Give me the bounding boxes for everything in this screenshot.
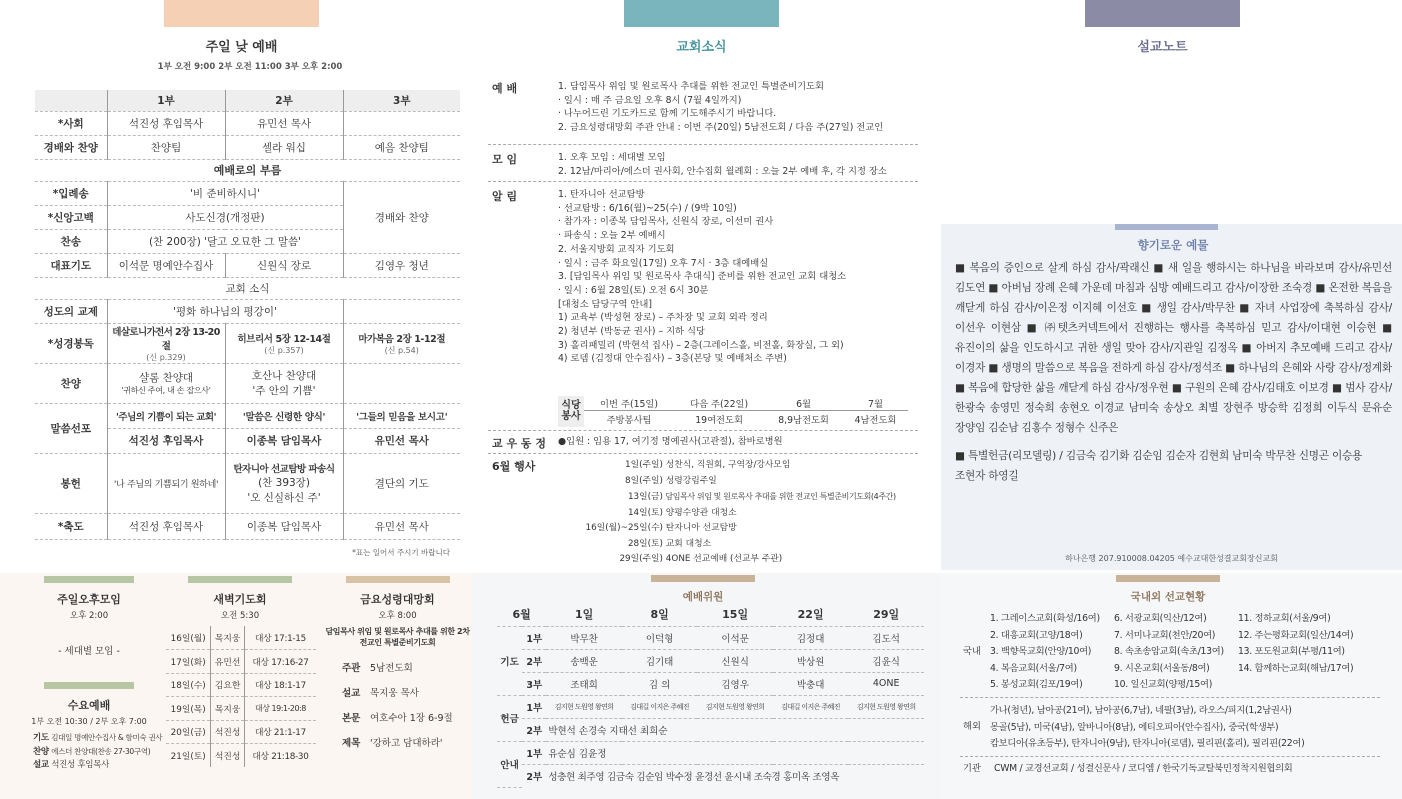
june-event (560, 552, 920, 568)
offering-people: 박현석 손경숙 지태선 최희순 (546, 718, 924, 741)
hymn-text: (찬 200장) '달고 오묘한 그 말씀' (107, 229, 343, 253)
offering-people: 김지현 도원영 왕연희 (546, 695, 622, 718)
dawn-leader: 목지웅 (211, 697, 244, 721)
reading-1-page: (신 p.329) (146, 352, 186, 362)
june-event (560, 521, 920, 537)
prayer-row (497, 672, 924, 695)
news-notice-body (558, 188, 846, 366)
row-reading (35, 323, 460, 363)
anthem-1 (107, 363, 225, 403)
june-event (560, 474, 920, 490)
anthem-3 (343, 363, 460, 403)
domestic-item: 8. 속초송암교회(속초/13여) (1114, 646, 1224, 657)
b3-bar (346, 576, 450, 583)
event-date: 14일(토) (627, 507, 663, 518)
wednesday-roles (33, 731, 168, 772)
date-head: 15일 (697, 603, 773, 626)
domestic-col-a (990, 611, 1100, 694)
friday-role: 설교 (342, 688, 361, 699)
dawn-date: 18일(수) (166, 673, 211, 697)
header-1st: 1부 (107, 90, 225, 111)
news-line: · 일시 : 6월 28일(토) 오전 6시 30분 (558, 284, 709, 296)
meal-val-3: 8,9남전도회 (778, 414, 829, 426)
dawn-row (166, 650, 316, 674)
domestic-item: 14. 함께하는교회(해남/17여) (1238, 662, 1354, 674)
friday-value: 5남전도회 (370, 663, 413, 674)
banner-news (624, 0, 779, 27)
news-line: · 나누어드린 기도카드로 함께 기도해주시기 바랍니다. (558, 108, 777, 120)
offering-1: '나 주님의 기쁨되기 원하네' (107, 453, 225, 513)
offering-2 (225, 453, 343, 513)
event-date: 8일(주일) (625, 475, 663, 486)
afternoon-title: 주일오후모임 (57, 593, 121, 606)
dawn-row (166, 626, 316, 650)
friday-sub: 담임목사 위임 및 원로목사 추대를 위한 2차 전교인 특별준비기도회 (325, 627, 470, 647)
friday-time: 오후 8:00 (378, 611, 417, 621)
meal-val-4: 4남전도회 (854, 414, 897, 426)
presider-1: 석진성 후임목사 (107, 111, 225, 135)
dawn-row (166, 697, 316, 721)
service-label: 1부 (522, 695, 546, 718)
b5-bar (1116, 575, 1220, 582)
dawn-passage: 대상 21:18-30 (244, 744, 316, 768)
offering-group-label: 헌금 (497, 695, 522, 741)
divider (488, 430, 918, 431)
dawn-leader: 석진성 (211, 744, 244, 768)
usher-people: 유순심 김윤정 (546, 741, 924, 764)
sending-ceremony: 탄자니아 선교탐방 파송식 (233, 464, 335, 475)
event-date: 1일(주일) (625, 460, 663, 470)
preacher-2: 이종복 담임목사 (225, 428, 343, 453)
bank-account: 하나은행 207.910008.04205 예수교대한성결교회장신교회 (1065, 554, 1278, 563)
reading-1 (107, 323, 225, 363)
reading-2 (225, 323, 343, 363)
reading-label: *성경봉독 (35, 323, 107, 363)
preacher-1: 석진성 후임목사 (107, 428, 225, 453)
june-events (560, 458, 920, 568)
hymn-label: 찬송 (35, 229, 107, 253)
committee-table (497, 603, 924, 788)
month-head: 6월 (497, 603, 546, 626)
friday-row (342, 681, 470, 706)
row-news (35, 277, 460, 299)
prayer-person: 박상원 (773, 649, 849, 672)
row-prayer (35, 253, 460, 277)
june-event (560, 458, 920, 474)
prayer-person: 이덕형 (622, 626, 698, 649)
friday-role: 제목 (342, 738, 361, 749)
praise-label: 경배와 찬양 (35, 135, 107, 159)
news-line: 1. 탄자니아 선교탐방 (558, 189, 645, 200)
news-line: 2. 서울지방회 교직자 기도회 (558, 243, 675, 255)
offering-2-song: '오 신실하신 주' (247, 492, 321, 504)
dawn-row (166, 673, 316, 697)
news-line: [대청소 담당구역 안내] (558, 298, 652, 310)
committee-header (497, 603, 924, 626)
flower-text: ■ 복음의 증인으로 살게 하심 감사/곽래신 ■ 새 일을 행하시는 하나님을 바라보며 감사/유민선 김도연 ■ 아버님 장례 은혜 가운데 마침과 심방 예배드리고 감사/이장한 조숙경 ■ 온전한 복음을 깨닫게 하심 감사/이은정 이지혜 이선호 ■ 생일 감사/박무찬 ■ 자녀 사업장에 축복하심 감사/이선우 이현삼 ■ ㈜텟츠커넥트에서 진행하는 행사를 축복하심 믿고 감사/이대현 이승현 ■ 유진이의 삶을 인도하시고 귀한 생일 맞아 감사/지관일 김정옥 ■ 아버지 추모예배 드리고 감사/이경자 ■ 생명의 말씀으로 복음을 전하게 하심 감사/정석조 ■ 하나님의 은혜와 사랑 감사/정계화 ■ 복음에 합당한 삶을 깨닫게 하심 감사/정우현 ■ 구원의 은혜 감사/김태호 이보경 ■ 범사 감사/한광숙 송영민 정숙희 송현오 이경교 남미숙 송상오 최별 장현주 방승학 김정희 이두식 문유순 장양임 김순남 김홍수 정형수 신주은 (955, 262, 1392, 434)
flower-title: 향기로운 예물 (1137, 238, 1209, 252)
domestic-item: 5. 봉성교회(김포/19여) (990, 679, 1083, 690)
benediction-3: 유민선 목사 (343, 513, 460, 539)
offering-row (497, 718, 924, 741)
date-head: 22일 (773, 603, 849, 626)
row-invocation (35, 181, 460, 205)
domestic-col-b (1114, 611, 1224, 694)
offering-people: 김대길 이지은 주혜진 (622, 695, 698, 718)
prayer-person: 김정대 (773, 626, 849, 649)
abroad-list (990, 703, 1304, 753)
praise-2: 셀라 워십 (225, 135, 343, 159)
divider (488, 144, 918, 145)
fellowship-empty (343, 299, 460, 323)
wed-role: 설교 (33, 760, 49, 770)
visit-head: 교 우 동 정 (492, 437, 546, 450)
domestic-item: 2. 대흥교회(고양/18여) (990, 629, 1083, 641)
wednesday-time: 1부 오전 10:30 / 2부 오후 7:00 (31, 717, 147, 726)
dawn-time: 오전 5:30 (220, 611, 260, 621)
row-call (35, 159, 460, 181)
divider (960, 697, 1380, 698)
church-news-label: 교회 소식 (35, 277, 460, 299)
friday-row (342, 706, 470, 731)
domestic-item: 9. 시온교회(서울동/8여) (1114, 662, 1210, 674)
event-date: 29일(주일) (619, 554, 663, 564)
service-label: 3부 (522, 672, 546, 695)
abroad-label: 해외 (963, 721, 981, 732)
praise-merged: 경배와 찬양 (343, 181, 460, 253)
dawn-passage: 대상 21:1-17 (244, 720, 316, 744)
dawn-leader: 석진성 (211, 720, 244, 744)
meal-head-3: 6월 (764, 396, 843, 411)
prayer-person: 4ONE (848, 672, 924, 695)
call-to-worship: 예배로의 부름 (35, 159, 460, 181)
abroad-line: 몽골(5남), 미국(4남), 알바니아(8남), 에티오피아(안수집사), 중국(학생부) (990, 721, 1279, 733)
dawn-leader: 유민선 (211, 650, 244, 674)
dawn-row (166, 720, 316, 744)
news-line: 2. 금요성령대망회 주관 안내 : 이번 주(20일) 5남전도회 / 다음 주(27일) 전교인 (558, 122, 884, 134)
reading-3-text: 마가복음 2장 1-12절 (358, 333, 446, 345)
creed-text: 사도신경(개정판) (107, 205, 343, 229)
event-text: 탄자니아 선교탐방 (665, 523, 737, 533)
invocation-label: *입례송 (35, 181, 107, 205)
prayer-person: 김영우 (697, 672, 773, 695)
sermon-title-2: '말씀은 신령한 양식' (225, 403, 343, 428)
benediction-1: 석진성 후임목사 (107, 513, 225, 539)
meal-head-2: 다음 주(22일) (674, 396, 764, 411)
dawn-passage: 대상 17:16-27 (244, 650, 316, 674)
friday-value: 목지웅 목사 (370, 688, 419, 699)
news-line: 2. 12남/마리아/에스더 권사회, 안수집회 월례회 : 오늘 2부 예배 후, 각 지정 장소 (558, 165, 887, 177)
header-empty (35, 90, 107, 111)
presider-label: *사회 (35, 111, 107, 135)
prayer-2: 신원식 장로 (225, 253, 343, 277)
missions-title: 국내외 선교현황 (1130, 591, 1206, 603)
june-event (560, 537, 920, 553)
wed-row (33, 745, 168, 759)
prayer-person: 김기태 (622, 649, 698, 672)
dawn-date: 16일(월) (166, 626, 211, 650)
header-2nd: 2부 (225, 90, 343, 111)
service-label: 2부 (522, 649, 546, 672)
divider (488, 181, 918, 182)
meal-val-1: 주방봉사팀 (606, 414, 652, 426)
reading-2-text: 히브리서 5장 12-14절 (237, 333, 331, 345)
sermon-title-3: '그들의 믿음을 보시고' (343, 403, 460, 428)
usher-people: 성충현 최주영 김금숙 김순임 박수정 윤경선 윤시내 조숙경 홍미옥 조영옥 (548, 771, 840, 783)
dawn-date: 19일(목) (166, 697, 211, 721)
reading-1-text: 데살로니가전서 2장 13-20절 (112, 326, 220, 352)
prayer-person: 박충대 (773, 672, 849, 695)
row-offering (35, 453, 460, 513)
event-text: 성찬식, 직원회, 구역장/강사모임 (665, 460, 791, 470)
b1-bar (44, 576, 134, 583)
wed-person: 석진성 후임목사 (51, 760, 110, 770)
worship-times: 1부 오전 9:00 2부 오전 11:00 3부 오후 2:00 (157, 62, 343, 72)
offering-people: 김지현 도원영 왕연희 (697, 695, 773, 718)
dawn-leader: 목지웅 (211, 626, 244, 650)
news-line: 1. 담임목사 위임 및 원로목사 추대를 위한 전교인 특별준비기도회 (558, 81, 825, 92)
invocation-text: '비 준비하시니' (107, 181, 343, 205)
wed-role: 기도 (33, 733, 49, 743)
domestic-item: 12. 주는평화교회(일산/14여) (1238, 629, 1354, 641)
anthem-1-song: '귀하신 주여, 내 손 잡으사' (121, 386, 211, 395)
dawn-passage: 대상 17:1-15 (244, 626, 316, 650)
domestic-item: 1. 그레이스교회(화성/16여) (990, 613, 1100, 624)
flower-bar (1115, 224, 1218, 230)
prayer-label: 대표기도 (35, 253, 107, 277)
prayer-person: 조태희 (546, 672, 622, 695)
afternoon-desc: - 세대별 모임 - (58, 646, 120, 657)
preacher-3: 유민선 목사 (343, 428, 460, 453)
service-label: 2부 (526, 771, 543, 783)
friday-roles (342, 656, 470, 756)
divider (960, 756, 1380, 757)
domestic-item: 11. 정하교회(서울/9여) (1238, 613, 1331, 624)
anthem-2 (225, 363, 343, 403)
anthem-2-song: '주 안의 기쁨' (252, 385, 316, 397)
prayer-1: 이석문 명예안수집사 (107, 253, 225, 277)
dawn-title: 새벽기도회 (213, 593, 267, 606)
june-event (560, 489, 920, 506)
news-line: 2) 청년부 (박동균 권사) – 지하 식당 (558, 326, 705, 338)
news-line: · 일시 : 매 주 금요일 오후 8시 (7월 4일까지) (558, 94, 742, 106)
reading-2-page: (신 p.357) (264, 345, 304, 355)
presider-2: 유민선 목사 (225, 111, 343, 135)
fellowship-label: 성도의 교제 (35, 299, 107, 323)
creed-label: *신앙고백 (35, 205, 107, 229)
committee-title: 예배위원 (682, 591, 724, 603)
b4-bar (651, 575, 755, 582)
reading-3 (343, 323, 460, 363)
prayer-person: 신원식 (697, 649, 773, 672)
anthem-label: 찬양 (35, 363, 107, 403)
usher-row (497, 764, 924, 787)
offering-2-hymn: (찬 393장) (258, 477, 310, 489)
friday-role: 본문 (342, 713, 361, 724)
worship-order-table (35, 90, 460, 540)
news-worship-body (558, 80, 883, 135)
wed-row (33, 731, 168, 745)
event-text: 담임목사 위임 및 원로목사 추대를 위한 전교인 특별준비기도회(4주간) (665, 492, 896, 501)
org-list: CWM / 교경선교회 / 성결신문사 / 코디엠 / 한국기독교탈북민정착지원협의회 (994, 763, 1293, 774)
news-line: · 선교탐방 : 6/16(월)~25(수) / (9박 10일) (558, 202, 737, 214)
news-line: · 일시 : 금주 화요일(17일) 오후 7시 · 3층 대예배실 (558, 257, 769, 269)
june-events-head: 6월 행사 (492, 460, 536, 473)
header-3rd: 3부 (343, 90, 460, 111)
date-head: 8일 (622, 603, 698, 626)
event-date: 16일(월)~25일(수) (585, 523, 663, 533)
row-anthem (35, 363, 460, 403)
benediction-label: *축도 (35, 513, 107, 539)
dawn-date: 17일(화) (166, 650, 211, 674)
worship-title: 주일 낮 예배 (205, 40, 278, 55)
offering-3: 결단의 기도 (343, 453, 460, 513)
service-label: 1부 (522, 626, 546, 649)
news-meeting-body (558, 151, 887, 178)
event-text: 교회 대청소 (665, 538, 712, 549)
offering-people: 김대길 이지은 주혜진 (773, 695, 849, 718)
june-event (560, 506, 920, 522)
b2-bar (188, 576, 292, 583)
news-line: 1) 교육부 (박성현 장로) – 주차장 및 교회 외곽 정리 (558, 312, 768, 324)
domestic-item: 13. 포도원교회(부평/11여) (1238, 646, 1345, 657)
domestic-item: 4. 복음교회(서울/7여) (990, 662, 1077, 674)
dawn-date: 21일(토) (170, 752, 206, 762)
reading-3-page: (신 p.54) (384, 345, 419, 355)
usher-row (497, 741, 924, 764)
news-line: 4) 로뎀 (김정대 안수집사) – 3층(본당 및 예배처소 주변) (558, 353, 787, 365)
special-offering: ■ 특별헌금(리모델링) / 김금숙 김기화 김순임 김순자 김현희 남미숙 박무찬 신명곤 이승용 조현자 하영길 (955, 450, 1363, 482)
event-text: 양평수양관 대청소 (665, 507, 737, 518)
visit-body: ●입원 : 임용 17, 여기정 명예권사(고관절), 참바로병원 (558, 436, 783, 447)
prayer-person: 박무찬 (546, 626, 622, 649)
prayer-3: 김영우 청년 (343, 253, 460, 277)
news-line: 3) 홀리패밀리 (박현석 집사) – 2층(그레이스홀, 비전홀, 화장실, 그 외) (558, 339, 844, 351)
banner-worship (164, 0, 319, 27)
friday-value: 여호수아 1장 6-9절 (370, 713, 453, 724)
news-line: 3. [담임목사 위임 및 원로목사 추대식] 준비를 위한 전교인 교회 대청소 (558, 271, 847, 283)
dawn-passage: 대상 19:1-20:8 (244, 697, 316, 721)
domestic-item: 6. 서광교회(익산/12여) (1114, 613, 1207, 624)
date-head: 29일 (848, 603, 924, 626)
domestic-col-c (1238, 611, 1353, 677)
service-label: 2부 (522, 718, 546, 741)
dawn-table (166, 626, 316, 767)
meal-val-2: 19여전도회 (695, 414, 743, 426)
friday-title: 금요성령대망회 (360, 593, 435, 606)
prayer-person: 김 의 (622, 672, 698, 695)
service-label: 1부 (522, 741, 546, 764)
domestic-item: 3. 백향목교회(안양/10여) (990, 646, 1092, 657)
event-text: 성령강림주일 (665, 475, 717, 486)
friday-role: 주관 (342, 663, 361, 674)
news-line: 1. 오후 모임 : 세대별 모임 (558, 152, 666, 163)
domestic-label: 국내 (963, 646, 981, 657)
wednesday-title: 수요예배 (67, 699, 111, 712)
worship-header-row (35, 90, 460, 111)
abroad-line: 캄보디아(유초등부), 탄자니아(9남), 탄자니아(로뎀), 필리핀(홀리), 필리핀(22여) (990, 738, 1305, 749)
domestic-item: 7. 서미나교회(천안/20여) (1114, 629, 1216, 641)
meal-head-1: 이번 주(15일) (584, 396, 674, 411)
b1-bar2 (44, 682, 134, 689)
sermon-note-title: 설교노트 (1137, 40, 1188, 55)
praise-1: 찬양팀 (107, 135, 225, 159)
wed-person: 에스더 찬양대(찬송 27-30구역) (51, 747, 151, 756)
dawn-passage: 대상 18:1-17 (244, 673, 316, 697)
presider-3 (343, 111, 460, 135)
news-notice-head: 알 림 (492, 190, 518, 203)
news-title: 교회소식 (676, 40, 727, 55)
prayer-person: 김윤식 (848, 649, 924, 672)
news-worship-head: 예 배 (492, 82, 518, 95)
anthem-2-choir: 호산나 찬양대 (251, 370, 317, 382)
domestic-item: 10. 일신교회(양평/15여) (1114, 679, 1213, 690)
offering-label: 봉헌 (35, 453, 107, 513)
row-sermon-title (35, 403, 460, 428)
wed-role: 찬양 (33, 747, 49, 757)
dawn-leader: 김요한 (211, 673, 244, 697)
org-label: 기관 (963, 763, 981, 774)
offering-row (497, 695, 924, 718)
meal-label: 식당 봉사 (558, 396, 584, 427)
prayer-row (497, 626, 924, 649)
sermon-label: 말씀선포 (35, 403, 107, 453)
prayer-group-label: 기도 (497, 626, 522, 695)
banner-sermon-note (1085, 0, 1240, 27)
dawn-date: 20일(금) (166, 720, 211, 744)
benediction-2: 이종복 담임목사 (225, 513, 343, 539)
friday-value: '강하고 담대하라' (370, 738, 443, 749)
praise-3: 예음 찬양팀 (343, 135, 460, 159)
afternoon-time: 오후 2:00 (69, 611, 109, 621)
date-head: 1일 (546, 603, 622, 626)
abroad-line: 가나(청년), 남아공(21여), 남아공(6,7남), 네팔(3남), 라오스/피지(1,2남권사) (990, 705, 1292, 716)
meal-service-table (558, 396, 908, 427)
row-fellowship (35, 299, 460, 323)
wed-row (33, 759, 168, 772)
meal-head-4: 7월 (843, 396, 908, 411)
offering-people: 김지현 도원영 왕연희 (848, 695, 924, 718)
sermon-title-1: '주님의 기쁨이 되는 교회' (107, 403, 225, 428)
event-date: 28일(토) (627, 538, 663, 549)
event-date: 13일(금) (627, 492, 663, 502)
prayer-person: 김도석 (848, 626, 924, 649)
row-praise (35, 135, 460, 159)
standing-note: *표는 일어서 주시기 바랍니다 (352, 548, 450, 557)
divider (488, 453, 918, 454)
news-meeting-head: 모 임 (492, 153, 518, 166)
anthem-1-choir: 샬롬 찬양대 (138, 372, 194, 384)
event-text: 4ONE 선교예배 (선교부 주관) (665, 554, 783, 564)
fellowship-text: '평화 하나님의 평강이' (107, 299, 343, 323)
prayer-row (497, 649, 924, 672)
usher-group-label: 안내 (497, 741, 522, 787)
prayer-person: 송백운 (546, 649, 622, 672)
row-benediction (35, 513, 460, 539)
friday-row (342, 731, 470, 756)
news-line: · 파송식 : 오늘 2부 예배시 (558, 230, 666, 242)
row-presider (35, 111, 460, 135)
dawn-row (166, 744, 316, 768)
news-line: · 참가자 : 이종복 담임목사, 신원식 장로, 이선미 권사 (558, 216, 774, 228)
prayer-person: 이석문 (697, 626, 773, 649)
friday-row (342, 656, 470, 681)
wed-person: 김대일 명예안수집사 & 함미숙 권사 (51, 733, 163, 742)
